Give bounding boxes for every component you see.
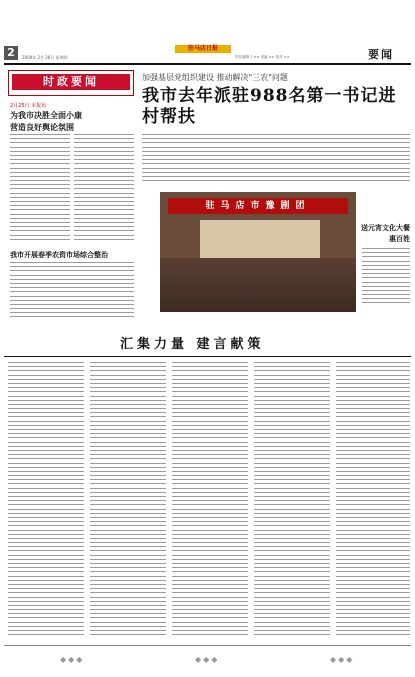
photo-stage [200,220,320,258]
main-kicker: 加强基层党组织建设 推动解决"三农"问题 [142,73,288,82]
main-headline: 我市去年派驻988名第一书记进村帮扶 [142,86,397,127]
lower-col-2 [90,362,166,640]
footer-rule [4,645,411,646]
left-body-text [10,134,70,246]
politics-box-title: 时政要闻 [12,74,130,90]
footer-ornament-right: ◆◆◆ [330,655,355,664]
feature-rule [4,356,411,357]
left-body-text-2 [74,134,134,246]
main-body-text [142,134,410,188]
lower-col-4 [254,362,330,640]
left-headline-3: 我市开展春季农资市场综合整治 [10,250,108,259]
date-line: 2009年 2月 26日 星期四 [22,55,68,60]
side-headline: 送元宵文化大餐惠百姓 [361,223,410,243]
photo-crowd [160,258,356,312]
section-title: 要闻 [368,48,394,61]
editor-info: 责任编辑 王×× 美编 ×× 校对 ×× [235,55,290,59]
masthead: 驻马店日报 [175,45,231,53]
left-body-text-3 [10,262,134,322]
header-rule [4,63,411,65]
main-body-text-2 [142,192,156,322]
left-meta: 2月25日 本报讯 [10,103,47,109]
footer-ornament-left: ◆◆◆ [60,655,85,664]
photo-banner: 驻马店市豫剧团 [168,198,348,214]
page-number: 2 [4,46,18,60]
lower-col-5 [336,362,410,640]
left-headline-1: 为我市决胜全面小康 [10,110,82,120]
footer-ornament-mid: ◆◆◆ [195,655,220,664]
news-photo [160,192,356,312]
lower-col-1 [8,362,84,640]
feature-title: 汇集力量 建言献策 [120,337,265,352]
left-headline-2: 营造良好舆论氛围 [10,122,74,132]
photo-caption [362,248,410,310]
lower-col-3 [172,362,248,640]
